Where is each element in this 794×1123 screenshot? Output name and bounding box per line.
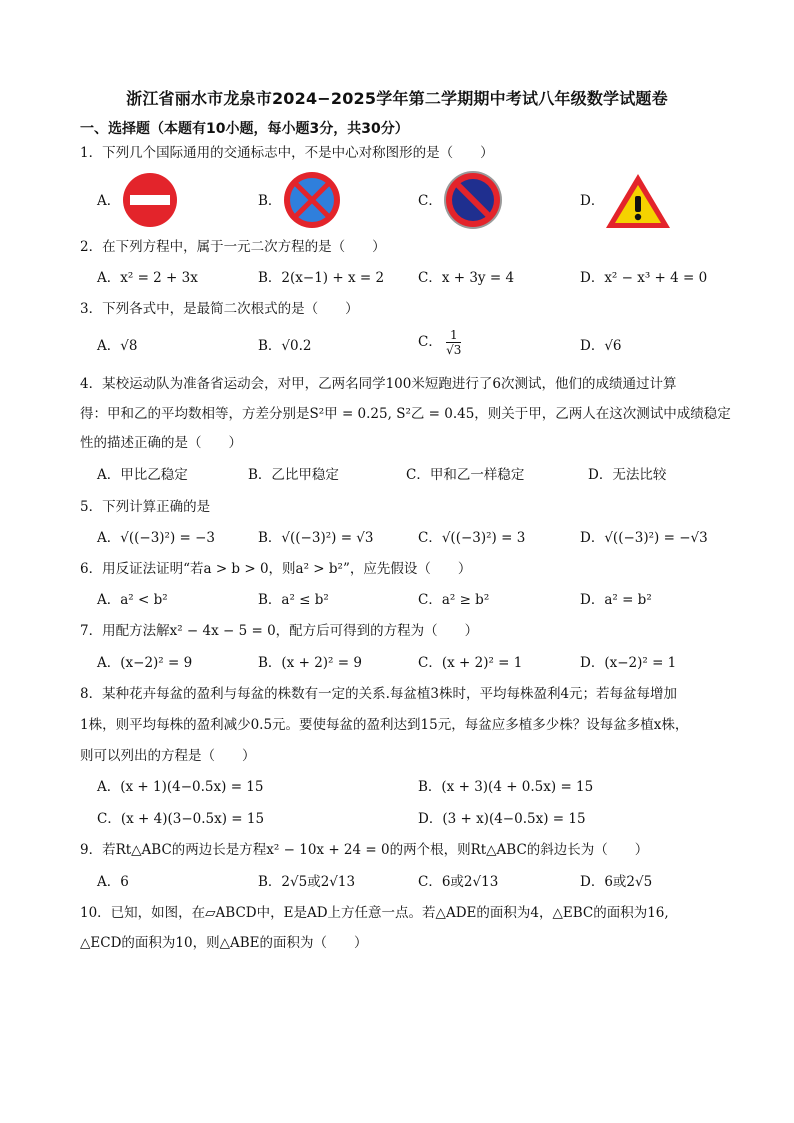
question-8-line-3: 则可以列出的方程是（ ） [80, 748, 256, 764]
question-6-stem: 6．用反证法证明“若a > b > 0，则a² > b²”，应先假设（ ） [80, 561, 472, 577]
question-10-line-2: △ECD的面积为10，则△ABE的面积为（ ） [80, 935, 368, 951]
question-1-stem: 1．下列几个国际通用的交通标志中，不是中心对称图形的是（ ） [80, 145, 494, 161]
q6-option-b: B．a² ≤ b² [258, 592, 329, 608]
q7-option-d: D．(x−2)² = 1 [580, 655, 677, 671]
q9-option-b: B．2√5或2√13 [258, 874, 356, 890]
no-stopping-sign-icon [283, 171, 341, 233]
q3-option-c-label: C． [418, 334, 442, 350]
q8-option-c: C．(x + 4)(3−0.5x) = 15 [97, 811, 265, 827]
q1-option-c-label: C． [418, 193, 442, 209]
no-parking-sign-icon [443, 170, 503, 234]
q8-option-d: D．(3 + x)(4−0.5x) = 15 [418, 811, 586, 827]
q3-option-b: B．√0.2 [258, 338, 312, 354]
q1-option-d-label: D． [580, 193, 605, 209]
fraction-denominator: √3 [446, 343, 462, 357]
q2-option-b: B．2(x−1) + x = 2 [258, 270, 385, 286]
question-2-stem: 2．在下列方程中，属于一元二次方程的是（ ） [80, 239, 386, 255]
q6-option-c: C．a² ≥ b² [418, 592, 490, 608]
question-8-line-1: 8．某种花卉每盆的盈利与每盆的株数有一定的关系.每盆植3株时，平均每株盈利4元；若每盆每增加 [80, 686, 678, 702]
q2-option-d: D．x² − x³ + 4 = 0 [580, 270, 708, 286]
q4-option-c: C．甲和乙一样稳定 [406, 467, 525, 483]
question-4-line-3: 性的描述正确的是（ ） [80, 435, 242, 451]
question-4-line-1: 4．某校运动队为准备省运动会，对甲，乙两名同学100米短跑进行了6次测试，他们的成绩通过计算 [80, 376, 677, 392]
q8-option-a: A．(x + 1)(4−0.5x) = 15 [97, 779, 264, 795]
q9-option-a: A．6 [97, 874, 129, 890]
q7-option-c: C．(x + 2)² = 1 [418, 655, 523, 671]
q6-option-a: A．a² < b² [97, 592, 168, 608]
q5-option-b: B．√((−3)²) = √3 [258, 530, 374, 546]
q4-option-d: D．无法比较 [588, 467, 667, 483]
q3-option-d: D．√6 [580, 338, 622, 354]
warning-triangle-sign-icon [604, 172, 672, 234]
q5-option-a: A．√((−3)²) = −3 [97, 530, 216, 546]
q2-option-a: A．x² = 2 + 3x [97, 270, 198, 286]
question-3-stem: 3．下列各式中，是最简二次根式的是（ ） [80, 301, 359, 317]
q3-option-c [418, 328, 461, 357]
page-title: 浙江省丽水市龙泉市2024−2025学年第二学期期中考试八年级数学试题卷 [126, 89, 668, 108]
question-4-line-2: 得：甲和乙的平均数相等，方差分别是S²甲 = 0.25, S²乙 = 0.45，则关于甲，乙两人在这次测试中成绩稳定 [80, 406, 731, 422]
no-entry-sign-icon [122, 172, 178, 232]
question-10-line-1: 10．已知，如图，在▱ABCD中，E是AD上方任意一点。若△ADE的面积为4，△EBC的面积为16, [80, 905, 669, 921]
q5-option-c: C．√((−3)²) = 3 [418, 530, 526, 546]
question-7-stem: 7．用配方法解x² − 4x − 5 = 0，配方后可得到的方程为（ ） [80, 623, 479, 639]
question-9-stem: 9．若Rt△ABC的两边长是方程x² − 10x + 24 = 0的两个根，则Rt△ABC的斜边长为（ ） [80, 842, 649, 858]
fraction-numerator: 1 [446, 328, 461, 343]
section-heading: 一、选择题（本题有10小题，每小题3分，共30分） [80, 121, 409, 137]
question-8-line-2: 1株，则平均每株的盈利减少0.5元。要使每盆的盈利达到15元，每盆应多植多少株？设每盆多植x株， [80, 717, 689, 733]
q1-option-a-label: A． [97, 193, 121, 209]
q9-option-c: C．6或2√13 [418, 874, 499, 890]
q9-option-d: D．6或2√5 [580, 874, 653, 890]
q3-option-c-fraction [446, 328, 461, 357]
q8-option-b: B．(x + 3)(4 + 0.5x) = 15 [418, 779, 594, 795]
q7-option-a: A．(x−2)² = 9 [97, 655, 193, 671]
q4-option-a: A．甲比乙稳定 [97, 467, 188, 483]
q2-option-c: C．x + 3y = 4 [418, 270, 515, 286]
q5-option-d: D．√((−3)²) = −√3 [580, 530, 708, 546]
q4-option-b: B．乙比甲稳定 [248, 467, 339, 483]
q6-option-d: D．a² = b² [580, 592, 652, 608]
q7-option-b: B．(x + 2)² = 9 [258, 655, 362, 671]
q3-option-a: A．√8 [97, 338, 138, 354]
question-5-stem: 5．下列计算正确的是 [80, 499, 211, 515]
q1-option-b-label: B． [258, 193, 282, 209]
